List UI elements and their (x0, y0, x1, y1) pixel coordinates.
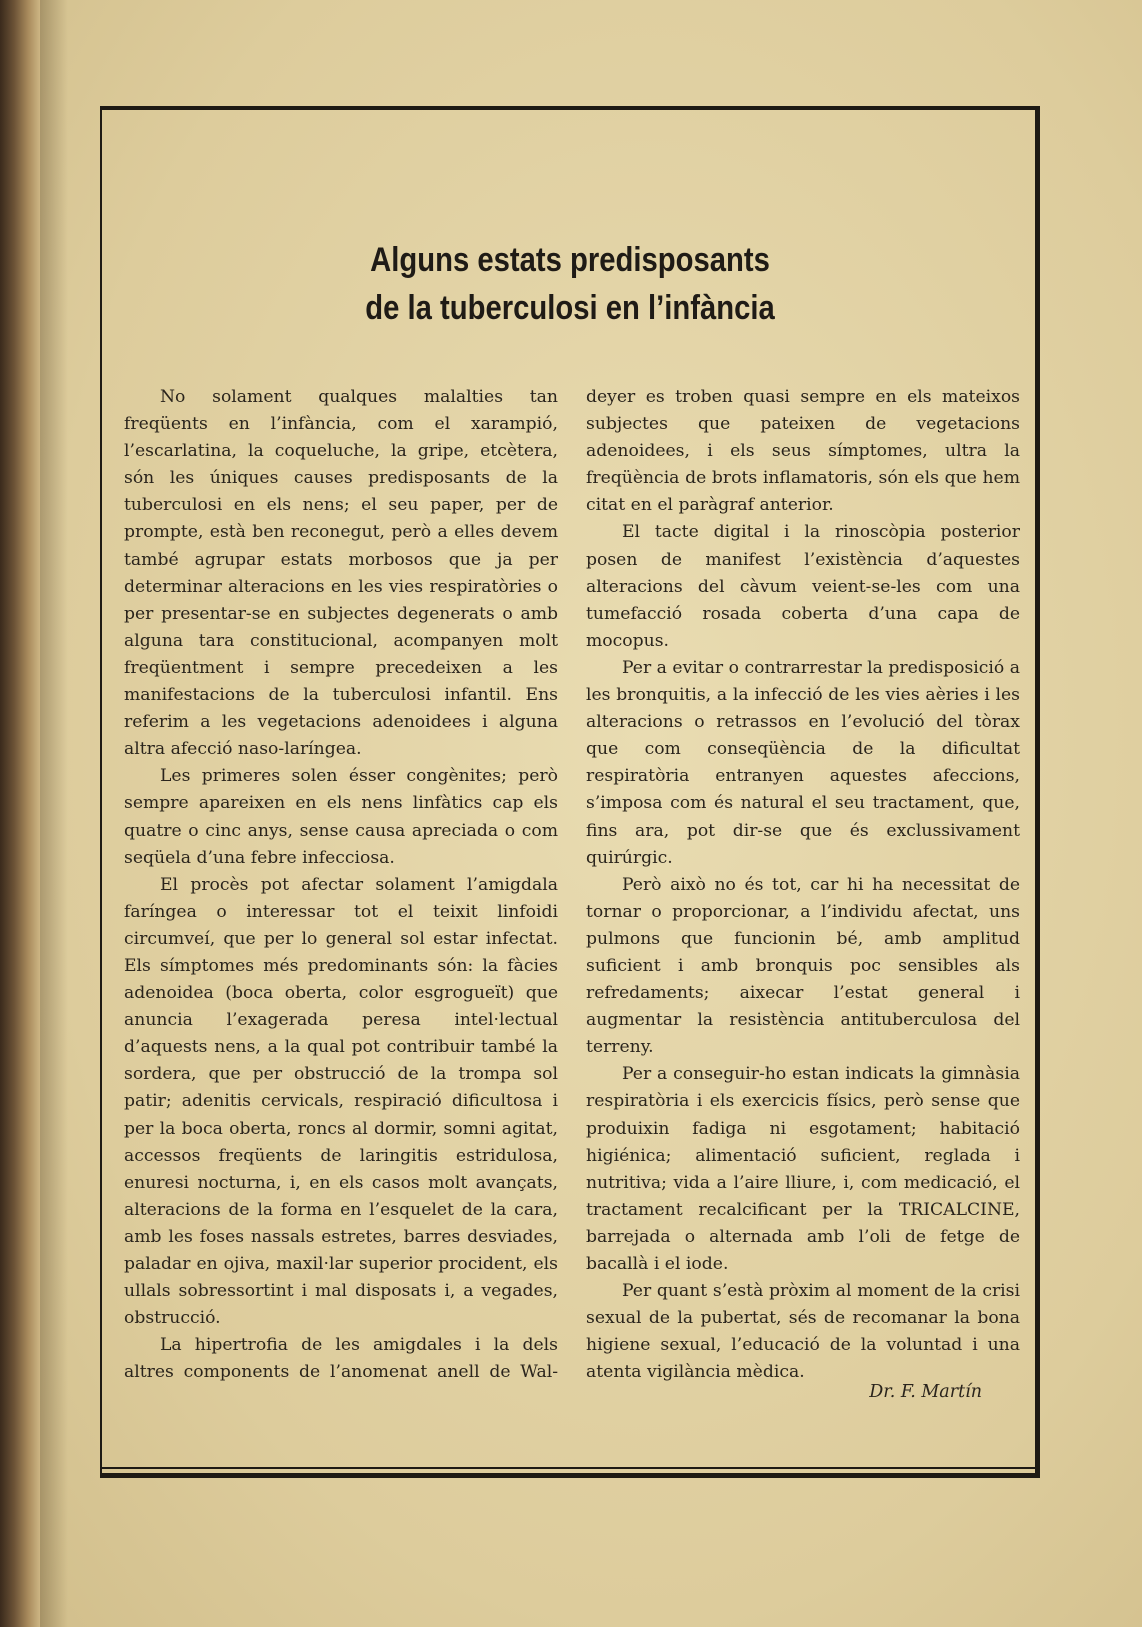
book-spine (0, 0, 40, 1627)
author-signature: Dr. F. Martín (869, 1382, 982, 1402)
paragraph: Per a evitar o contrarrestar la predisposició a les bronquitis, a la infecció de les vies aèries i les alteracions o retrassos en l’evolució del tòrax que com conseqüència de la dificultat respiratòria entranyen aquestes afeccions, s’imposa com és natural el seu tractament, que, fins ara, pot dir-se que és exclussivament quirúrgic. (586, 657, 1020, 868)
title-line-2: de la tuberculosi en l’infància (365, 289, 775, 327)
frame-inner-rule (100, 1467, 1040, 1469)
right-column (586, 384, 1020, 1386)
paragraph: No solament qualques malalties tan freqüents en l’infància, com el xarampió, l’escarlatina, la coqueluche, la gripe, etcètera, són les úniques causes predisposants de la tuberculosi en els nens; el seu paper, per de prompte, està ben reconegut, però a elles devem també agrupar estats morbosos que ja per determinar alteracions en les vies respiratòries o per presentar-se en subjectes degenerats o amb alguna tara constitucional, acompanyen molt freqüentment i sempre precedeixen a les manifestacions de la tuberculosi infantil. Ens referim a les vegetacions adenoidees i alguna altra afecció naso-laríngea. (124, 387, 558, 760)
paragraph: Però això no és tot, car hi ha necessitat de tornar o proporcionar, a l’individu afectat, uns pulmons que funcionin bé, amb amplitud suficient i amb bronquis poc sensibles als refredaments; aixecar l’estat general i augmentar la resistència antituberculosa del terreny. (586, 874, 1020, 1058)
page-gutter-shadow (40, 0, 68, 1627)
paragraph: El procès pot afectar solament l’amigdala faríngea o interessar tot el teixit linfoidi circumveí, que per lo general sol estar infectat. Els símptomes més predominants són: la fàcies adenoidea (boca oberta, color esgrogueït) que anuncia l’exagerada peresa intel·lectual d’aquests nens, a la qual pot contribuir també la sordera, que per obstrucció de la trompa sol patir; adenitis cervicals, respiració dificultosa i per la boca oberta, roncs al dormir, somni agitat, accessos freqüents de laringitis estridulosa, enuresi nocturna, i, en els casos molt avançats, alteracions de la forma en l’esquelet de la cara, amb les foses nassals estretes, barres desviades, paladar en ojiva, maxil·lar superior procident, els ullals sobressortint i mal disposats i, a vegades, obstrucció. (124, 874, 558, 1329)
title-line-1: Alguns estats predisposants (370, 241, 770, 279)
paragraph: La hipertrofia de les amigdales i la dels altres components de l’anomenat anell de Wal- (124, 1335, 558, 1383)
paragraph: Per quant s’està pròxim al moment de la crisi sexual de la pubertat, sés de recomanar la bona higiene sexual, l’educació de la voluntad i una atenta vigilància mèdica. (586, 1281, 1020, 1383)
paragraph: Les primeres solen ésser congènites; però sempre apareixen en els nens linfàtics cap els quatre o cinc anys, sense causa apreciada o com seqüela d’una febre infecciosa. (124, 766, 558, 868)
paragraph: El tacte digital i la rinoscòpia posterior posen de manifest l’existència d’aquestes alteracions del càvum veient-se-les com una tumefacció rosada coberta d’una capa de mocopus. (586, 522, 1020, 651)
left-column (124, 384, 558, 1386)
article-title (166, 236, 974, 332)
paragraph-continuation: deyer es troben quasi sempre en els mateixos subjectes que pateixen de vegetacions adenoidees, i els seus símptomes, ultra la freqüència de brots inflamatoris, són els que hem citat en el paràgraf anterior. (586, 387, 1020, 516)
paragraph: Per a conseguir-ho estan indicats la gimnàsia respiratòria i els exercicis físics, però sense que produixin fadiga ni esgotament; habitació higiénica; alimentació suficient, reglada i nutritiva; vida a l’aire lliure, i, com medicació, el tractament recalcificant per la TRICALCINE, barrejada o alternada amb l’oli de fetge de bacallà i el iode. (586, 1064, 1020, 1274)
